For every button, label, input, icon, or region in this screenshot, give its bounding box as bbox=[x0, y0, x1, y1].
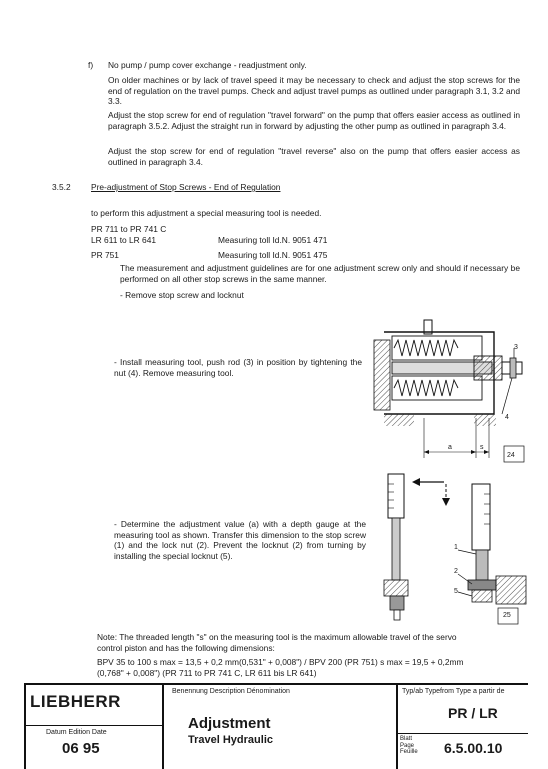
type-value: PR / LR bbox=[448, 705, 498, 721]
figure-25-label-5: 5 bbox=[454, 588, 458, 595]
section-f-paragraph-1: On older machines or by lack of travel speed it may be necessary to check and adjust the stop screws for the end of regulation on the travel pumps. Check and adjust travel pumps as outlined under paragraph 3.1, 3.2 and 3.3. bbox=[108, 75, 520, 107]
document-title: Adjustment bbox=[188, 715, 271, 732]
sheet-value: 6.5.00.10 bbox=[444, 740, 503, 756]
figure-24-label-a: a bbox=[448, 444, 452, 451]
note-line-3: BPV 35 to 100 s max = 13,5 + 0,2 mm(0,531" + 0,008") / BPV 200 (PR 751) s max = 19,5 + 0,2mm bbox=[97, 657, 464, 667]
note-line-2: control piston and has the following dimensions: bbox=[97, 643, 275, 653]
tool-models-1a: PR 711 to PR 741 C bbox=[91, 224, 167, 234]
designation-label: Benennung Description Dénomination bbox=[172, 688, 290, 695]
tool-id-2: Measuring toll Id.N. 9051 475 bbox=[218, 250, 328, 260]
figure-25-number: 25 bbox=[503, 612, 511, 619]
guideline-text: The measurement and adjustment guidelines are for one adjustment screw only and should if necessary be performed on all other stop screws in the same manner. bbox=[120, 263, 520, 284]
step-determine: - Determine the adjustment value (a) with a depth gauge at the measuring tool as shown. Transfer this dimension to the stop screw (1) and the lock nut (2). Prevent the locknut (2) from turning by installing the special locknut (5). bbox=[114, 519, 366, 561]
section-f-paragraph-2: Adjust the stop screw for end of regulation "travel forward" on the pump that offers easier access as outlined in paragraph 3.5.2. Adjust the straight run in forward by adjusting the other pump as outlined in paragraph 3.4. bbox=[108, 110, 520, 131]
figure-24-drawing bbox=[364, 318, 534, 463]
type-label: Typ/ab Typefrom Type a partir de bbox=[402, 688, 505, 695]
date-label: Datum Edition Date bbox=[46, 729, 107, 736]
tool-models-2: PR 751 bbox=[91, 250, 119, 260]
sheet-label-blatt: Blatt bbox=[400, 736, 413, 742]
note-line-4: (0,768" + 0,008") (PR 711 to PR 741 C, LR 611 bis LR 641) bbox=[97, 668, 317, 678]
figure-24-label-4: 4 bbox=[505, 414, 509, 421]
section-number: 3.5.2 bbox=[52, 182, 71, 192]
step-install: - Install measuring tool, push rod (3) in position by tightening the nut (4). Remove measuring tool. bbox=[114, 357, 362, 378]
sheet-label-page: Page bbox=[400, 742, 415, 749]
date-value: 06 95 bbox=[62, 740, 100, 757]
figure-24-label-3: 3 bbox=[514, 344, 518, 351]
tool-models-1b: LR 611 to LR 641 bbox=[91, 235, 157, 245]
sheet-label bbox=[400, 736, 418, 756]
section-intro: to perform this adjustment a special measuring tool is needed. bbox=[91, 208, 322, 218]
section-f-marker: f) bbox=[88, 60, 94, 70]
liebherr-logo: LIEBHERR bbox=[30, 692, 121, 711]
section-title: Pre-adjustment of Stop Screws - End of Regulation bbox=[91, 182, 281, 192]
section-f-title: No pump / pump cover exchange - readjustment only. bbox=[108, 60, 307, 70]
note-line-1: Note: The threaded length "s" on the measuring tool is the maximum allowable travel of the servo bbox=[97, 632, 457, 642]
document-subtitle: Travel Hydraulic bbox=[188, 734, 273, 746]
step-remove: - Remove stop screw and locknut bbox=[120, 290, 244, 300]
figure-25-label-1: 1 bbox=[454, 544, 458, 551]
figure-25-label-2: 2 bbox=[454, 568, 458, 575]
tool-id-1: Measuring toll Id.N. 9051 471 bbox=[218, 235, 328, 245]
section-f-paragraph-3: Adjust the stop screw for end of regulation "travel reverse" also on the pump that offers easier access as outlined in paragraph 3.4. bbox=[108, 146, 520, 167]
figure-24-number: 24 bbox=[507, 452, 515, 459]
sheet-label-feuille: Feuille bbox=[400, 749, 418, 755]
figure-24-label-s: s bbox=[480, 444, 484, 451]
